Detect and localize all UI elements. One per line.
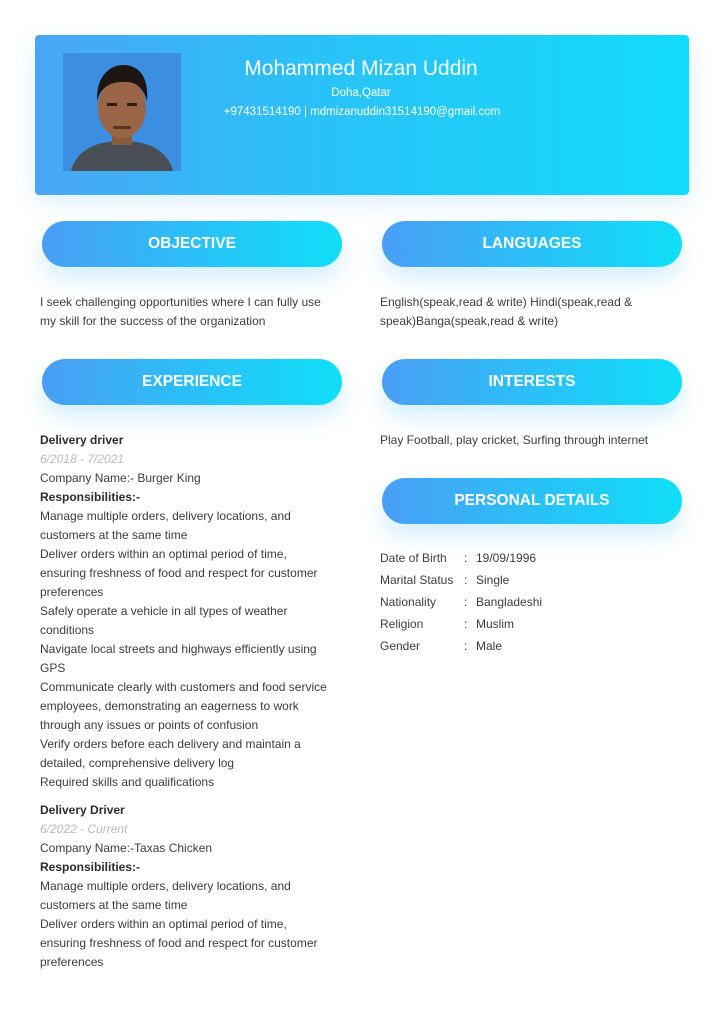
field-value: 19/09/1996 xyxy=(476,551,537,565)
text-line: my skill for the success of the organization xyxy=(40,314,266,328)
interests-text: Play Football, play cricket, Surfing through internet xyxy=(380,433,649,447)
objective-heading: OBJECTIVE xyxy=(42,221,342,267)
text-line: GPS xyxy=(40,661,66,675)
text-line: English(speak,read & write) Hindi(speak,read & xyxy=(380,295,633,309)
job-title: Delivery Driver xyxy=(40,803,125,817)
text-line: I seek challenging opportunities where I can fully use xyxy=(40,295,321,309)
responsibilities-label: Responsibilities:- xyxy=(40,490,141,504)
text-line: customers at the same time xyxy=(40,528,188,542)
text-line: Navigate local streets and highways efficiently using xyxy=(40,642,317,656)
interests-heading: INTERESTS xyxy=(382,359,682,405)
text-line: Required skills and qualifications xyxy=(40,775,215,789)
job-entry xyxy=(40,801,360,972)
text-line: ensuring freshness of food and respect for customer xyxy=(40,936,318,950)
text-line: preferences xyxy=(40,955,104,969)
separator: : xyxy=(464,595,468,609)
objective-text xyxy=(40,293,360,331)
field-value: Single xyxy=(476,573,510,587)
text-line: employees, demonstrating an eagerness to work xyxy=(40,699,299,713)
text-line: detailed, comprehensive delivery log xyxy=(40,756,235,770)
text-line: Deliver orders within an optimal period of time, xyxy=(40,547,287,561)
separator: : xyxy=(464,573,468,587)
job-dates: 6/2022 - Current xyxy=(40,822,128,836)
field-label: Date of Birth xyxy=(380,551,447,565)
field-value: Bangladeshi xyxy=(476,595,543,609)
text-line: Communicate clearly with customers and food service xyxy=(40,680,327,694)
separator: : xyxy=(464,617,468,631)
job-dates: 6/2018 - 7/2021 xyxy=(40,452,125,466)
field-value: Male xyxy=(476,639,503,653)
personal-details-heading: PERSONAL DETAILS xyxy=(382,478,682,524)
text-line: through any issues or points of confusion xyxy=(40,718,259,732)
languages-heading: LANGUAGES xyxy=(382,221,682,267)
location: Doha,Qatar xyxy=(331,87,391,99)
text-line: Deliver orders within an optimal period of time, xyxy=(40,917,287,931)
separator: : xyxy=(464,551,468,565)
experience-heading: EXPERIENCE xyxy=(42,359,342,405)
text-line: Safely operate a vehicle in all types of weather xyxy=(40,604,288,618)
experience-list xyxy=(40,431,360,972)
text-line: preferences xyxy=(40,585,104,599)
field-label: Gender xyxy=(380,639,421,653)
profile-photo xyxy=(63,53,181,171)
text-line: customers at the same time xyxy=(40,898,188,912)
text-line: Verify orders before each delivery and maintain a xyxy=(40,737,301,751)
field-label: Marital Status xyxy=(380,573,454,587)
contact-info: +97431514190 | mdmizanuddin31514190@gmail.com xyxy=(223,106,501,118)
job-company: Company Name:- Burger King xyxy=(40,471,201,485)
separator: : xyxy=(464,639,468,653)
job-entry xyxy=(40,431,360,792)
field-label: Religion xyxy=(380,617,424,631)
responsibilities-label: Responsibilities:- xyxy=(40,860,141,874)
job-title: Delivery driver xyxy=(40,433,124,447)
job-company: Company Name:-Taxas Chicken xyxy=(40,841,213,855)
languages-text xyxy=(380,293,680,331)
text-line: ensuring freshness of food and respect for customer xyxy=(40,566,318,580)
text-line: conditions xyxy=(40,623,95,637)
text-line: Manage multiple orders, delivery locations, and xyxy=(40,509,291,523)
field-value: Muslim xyxy=(476,617,514,631)
field-label: Nationality xyxy=(380,595,437,609)
candidate-name: Mohammed Mizan Uddin xyxy=(244,57,478,80)
text-line: Manage multiple orders, delivery locations, and xyxy=(40,879,291,893)
resume-header xyxy=(35,35,689,195)
text-line: speak)Banga(speak,read & write) xyxy=(380,314,559,328)
